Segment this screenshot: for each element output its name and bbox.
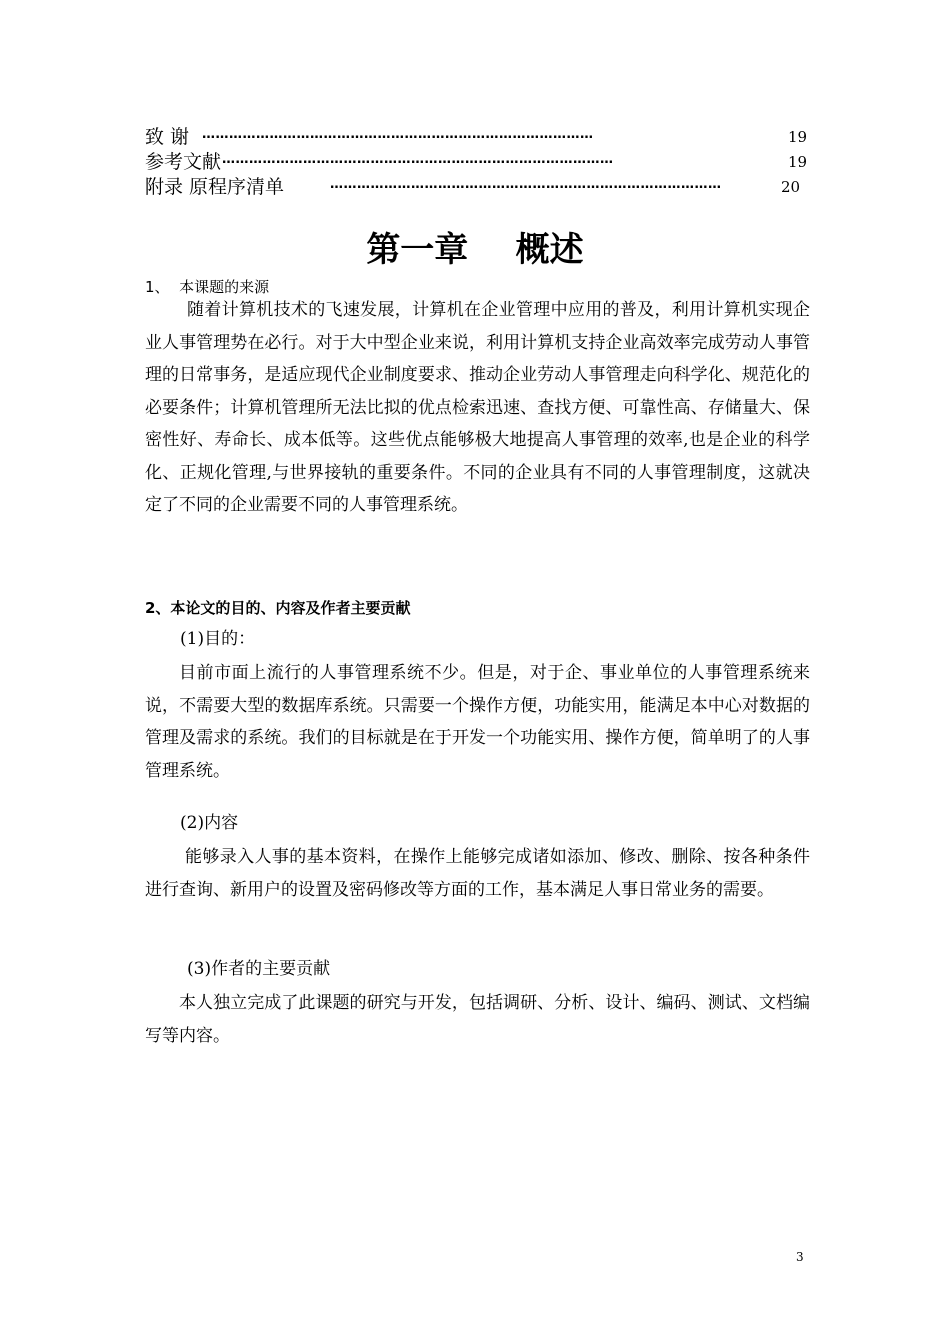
subheading-purpose: (1)目的： <box>180 629 256 649</box>
subheading-content: (2)内容 <box>180 813 239 833</box>
toc-page-number: 19 <box>788 128 808 146</box>
toc-page-number: 20 <box>781 178 801 196</box>
toc-label: 致 谢 <box>145 126 190 148</box>
toc-label: 附录 原程序清单 <box>145 176 285 198</box>
paragraph-content: 能够录入人事的基本资料，在操作上能够完成诸如添加、修改、删除、按各种条件进行查询、新用户的设置及密码修改等方面的工作，基本满足人事日常业务的需要。 <box>145 847 810 900</box>
toc-entry-appendix <box>145 174 810 200</box>
toc-label: 参考文献 <box>145 151 222 173</box>
toc-leader: …………………………………………………………………………… <box>330 177 722 192</box>
paragraph-source: 随着计算机技术的飞速发展，计算机在企业管理中应用的普及，利用计算机实现企业人事管理势在必行。对于大中型企业来说，利用计算机支持企业高效率完成劳动人事管理的日常事务，是适应现代企业制度要求、推动企业劳动人事管理走向科学化、规范化的必要条件；计算机管理所无法比拟的优点检索迅速、查找方便、可靠性高、存储量大、保密性好、寿命长、成本低等。这些优点能够极大地提高人事管理的效率,也是企业的科学化、正规化管理,与世界接轨的重要条件。不同的企业具有不同的人事管理制度，这就决定了不同的企业需要不同的人事管理系统。 <box>145 300 810 515</box>
chapter-title: 第一章 概述 <box>366 230 584 270</box>
page-number: 3 <box>796 1250 804 1264</box>
section-heading-purpose-content: 2、本论文的目的、内容及作者主要贡献 <box>145 599 411 617</box>
toc-leader: …………………………………………………………………………… <box>222 152 614 167</box>
toc-leader: …………………………………………………………………………… <box>202 127 594 142</box>
subheading-contribution: (3)作者的主要贡献 <box>187 959 331 979</box>
section-heading-source: 1、 本课题的来源 <box>145 278 270 296</box>
toc-page-number: 19 <box>788 153 808 171</box>
toc-entry-acknowledgements <box>145 124 810 150</box>
toc-entry-references <box>145 149 810 175</box>
paragraph-purpose: 目前市面上流行的人事管理系统不少。但是，对于企、事业单位的人事管理系统来说，不需要大型的数据库系统。只需要一个操作方便，功能实用，能满足本中心对数据的管理及需求的系统。我们的目标就是在于开发一个功能实用、操作方便，简单明了的人事管理系统。 <box>145 663 810 781</box>
paragraph-contribution: 本人独立完成了此课题的研究与开发，包括调研、分析、设计、编码、测试、文档编写等内容。 <box>145 993 810 1046</box>
